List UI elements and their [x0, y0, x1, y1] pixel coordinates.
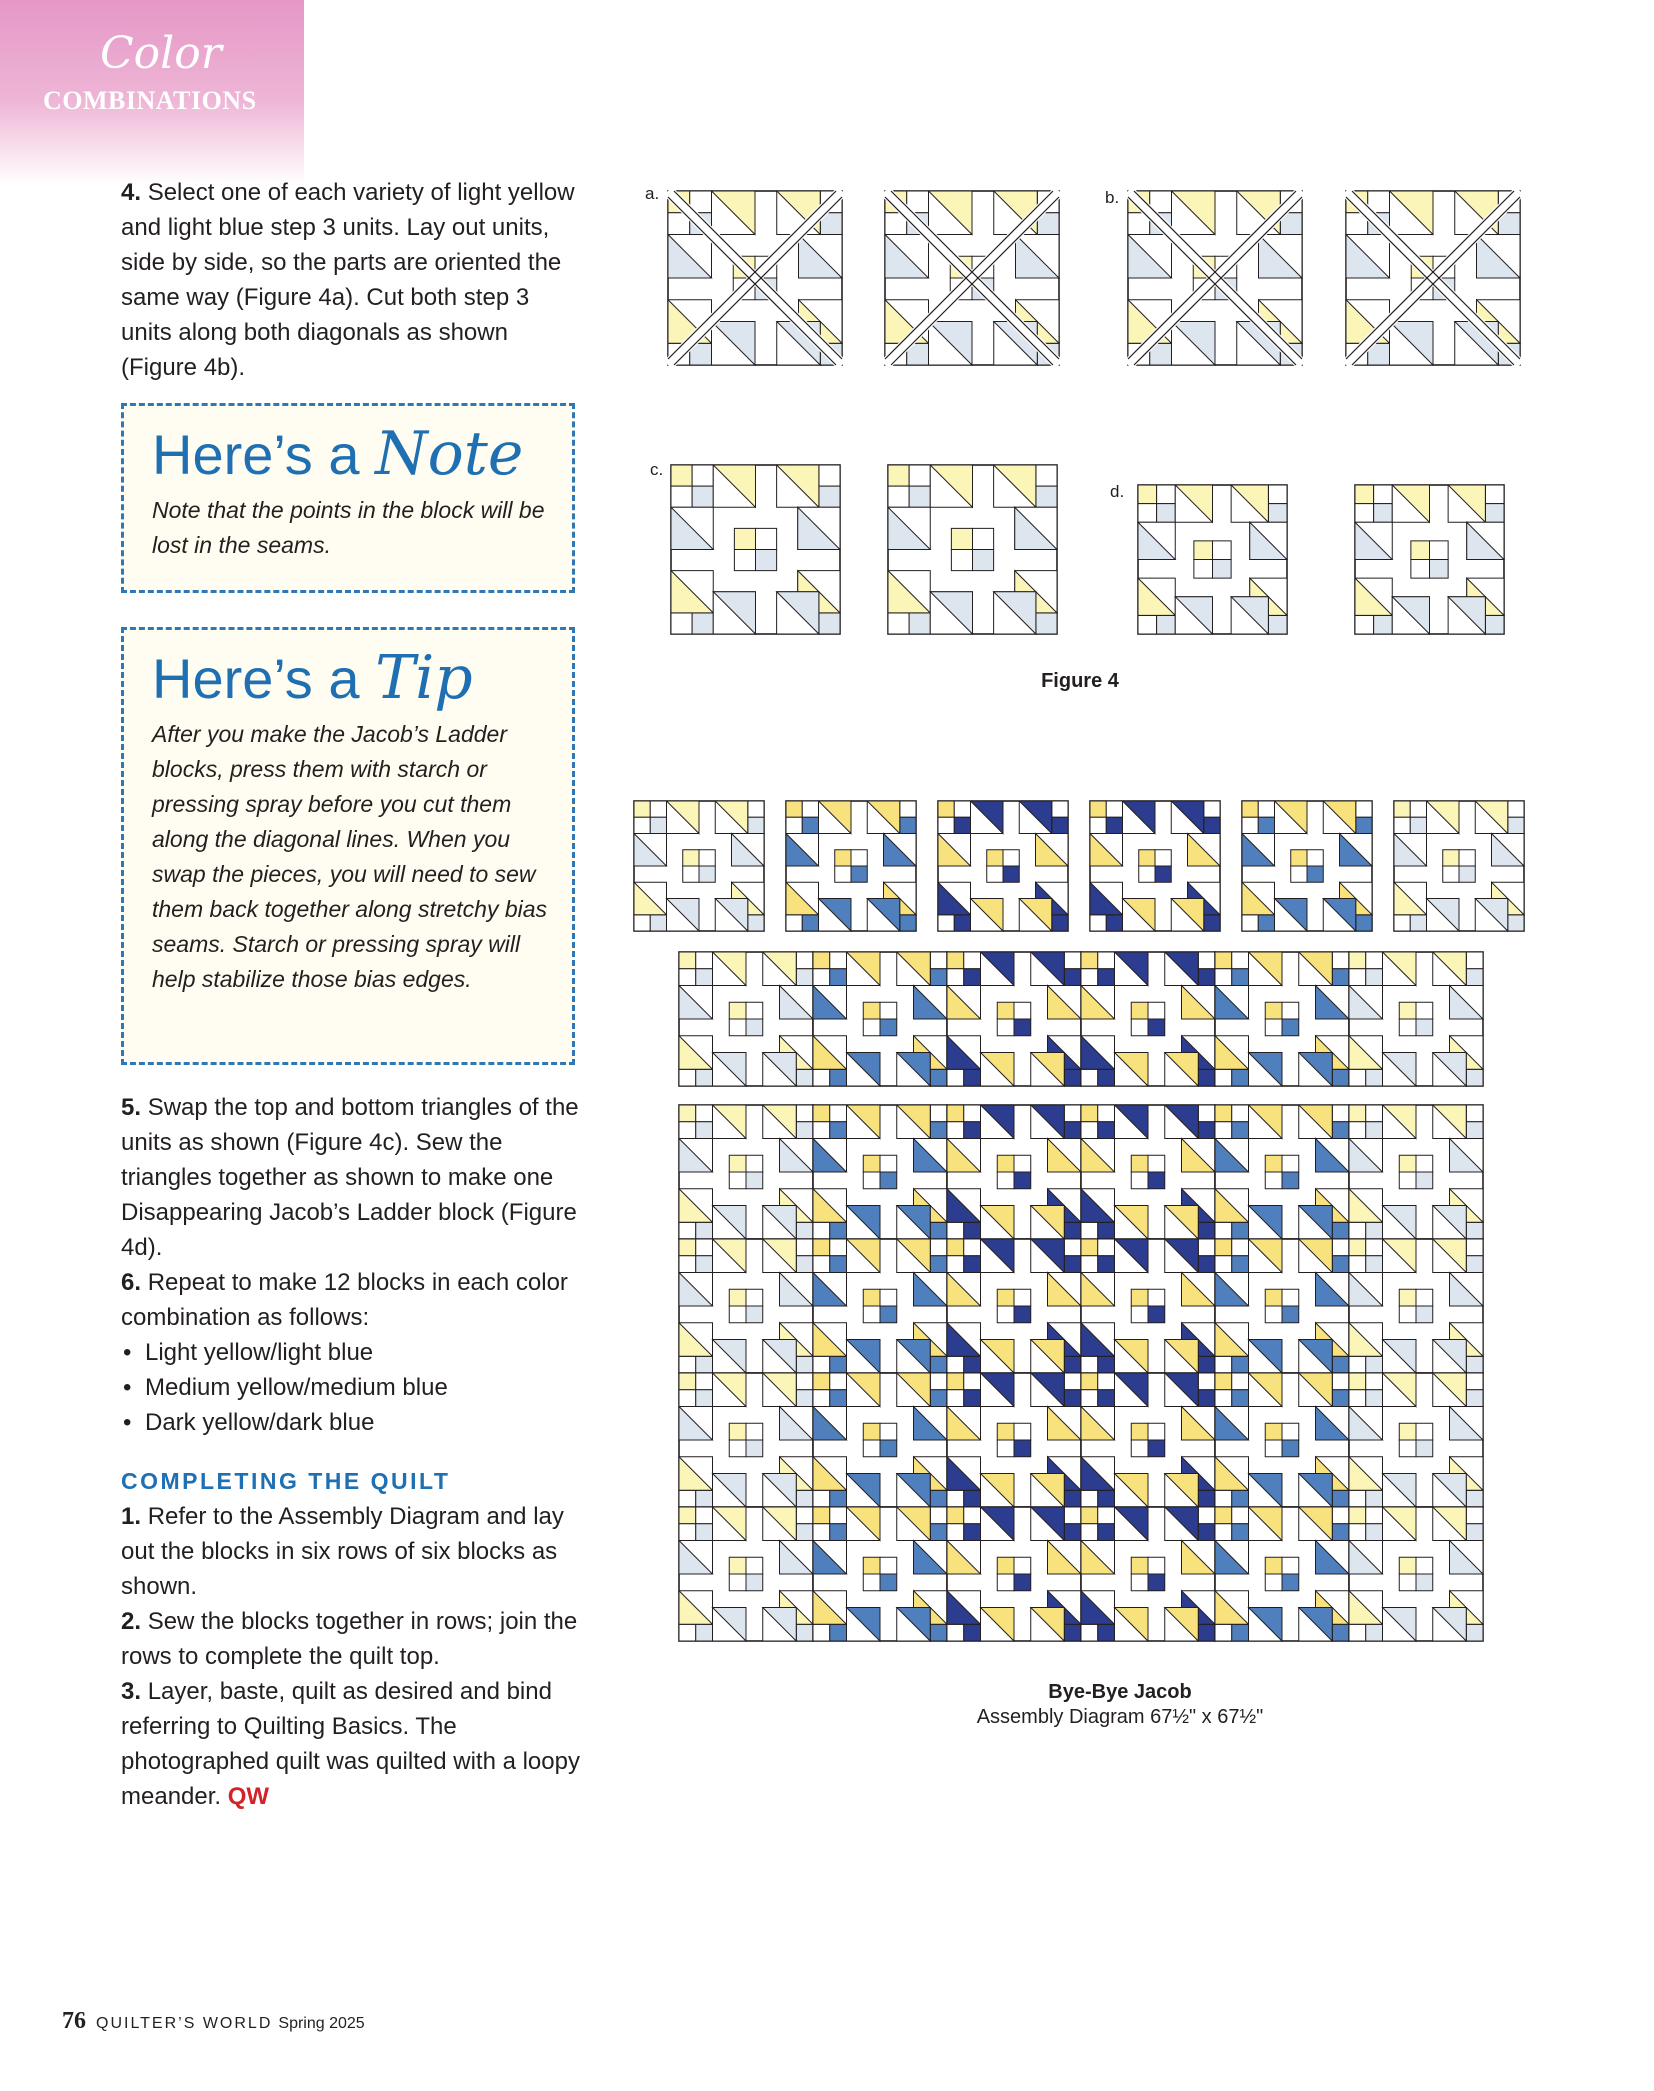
step-6-text: Repeat to make 12 blocks in each color combination as follows: — [121, 1269, 568, 1331]
complete-step-3: Layer, baste, quilt as desired and bind referring to Quilting Basics. The photographed quilt was quilted with a loopy meander. — [121, 1678, 580, 1810]
step-4 — [121, 175, 581, 385]
note-box — [121, 403, 575, 593]
sample-block-row — [630, 797, 1530, 935]
figure-caption: Figure 4 — [1041, 670, 1119, 692]
assembly-caption — [880, 1680, 1360, 1730]
figure-label-a: a. — [645, 184, 660, 203]
section-tab — [0, 0, 304, 185]
sample-quilt-row — [677, 950, 1485, 1088]
quilt-name: Bye-Bye Jacob — [1048, 1681, 1192, 1703]
issue-edition: Spring 2025 — [278, 2015, 365, 2032]
unit-4b-right — [1343, 188, 1523, 373]
tip-title: Here’s a Tip — [152, 643, 473, 713]
list-item: • Medium yellow/medium blue — [121, 1370, 581, 1405]
quilt-top — [677, 1103, 1485, 1641]
magazine-name: QUILTER’S WORLD — [96, 2015, 273, 2032]
note-text: Note that the points in the block will be lost in the seams. — [152, 497, 545, 558]
unit-4c-left — [668, 462, 853, 637]
figure-label-d: d. — [1110, 482, 1125, 501]
page-number: 76 — [62, 2008, 86, 2034]
note-title: Here’s a Note — [152, 419, 524, 489]
section-tab-title: COMBINATIONS — [43, 86, 257, 115]
unit-4a-left — [665, 188, 845, 373]
assembly-size: Assembly Diagram 67½" x 67½" — [976, 1706, 1264, 1728]
block-4d-right — [1352, 482, 1507, 637]
qw-logo: QW — [227, 1783, 270, 1810]
complete-step-2: Sew the blocks together in rows; join the rows to complete the quilt top. — [121, 1608, 578, 1670]
list-item: • Light yellow/light blue — [121, 1335, 581, 1370]
block-4d-left — [1135, 482, 1290, 637]
section-heading: COMPLETING THE QUILT — [121, 1468, 451, 1494]
step-5-text: Swap the top and bottom triangles of the units as shown (Figure 4c). Sew the triangles together as shown to make one Disappearing Jacob’s Ladder block (Figure 4d). — [121, 1094, 579, 1261]
step-number: 4. — [121, 179, 142, 206]
page-footer — [62, 2008, 365, 2035]
list-item: • Dark yellow/dark blue — [121, 1405, 581, 1440]
unit-4c-right — [885, 462, 1060, 637]
tip-box — [121, 627, 575, 1065]
step-text: Select one of each variety of light yellow and light blue step 3 units. Lay out units, side by side, so the parts are oriented the same way (Figure 4a). Cut both step 3 units along both diagonals as shown (Figure 4b). — [121, 179, 575, 381]
combo-list — [121, 1335, 581, 1440]
section-tab-script: Color — [100, 28, 222, 79]
unit-4b-left — [1125, 188, 1305, 373]
tip-text: After you make the Jacob’s Ladder blocks, press them with starch or pressing spray before you cut them along the diagonal lines. When you swap the pieces, you will need to sew them back together along stretchy bias seams. Starch or pressing spray will help stabilize those bias edges. — [152, 721, 548, 992]
figure-label-c: c. — [650, 460, 664, 479]
steps-5-6: 5. Swap the top and bottom triangles of the units as shown (Figure 4c). Sew the triangles together as shown to make one Disappearing Jacob’s Ladder block (Figure 4d). 6. Repeat to make 12 blocks in each color combination as follows: • Light yellow/light blue • Medium yellow/medium blue • Dark yellow/dark blue COMPLETING THE QUILT 1. Refer to the Assembly Diagram and lay out the blocks in six rows of six blocks as shown. 2. Sew the blocks together in rows; join the rows to complete the quilt top. 3. Layer, baste, quilt as desired and bind referring to Quilting Basics. The photographed quilt was quilted with a loopy meander. QW — [121, 1090, 581, 1814]
unit-4a-right — [882, 188, 1062, 373]
figure-label-b: b. — [1105, 188, 1120, 207]
complete-step-1: Refer to the Assembly Diagram and lay out the blocks in six rows of six blocks as shown. — [121, 1503, 564, 1600]
